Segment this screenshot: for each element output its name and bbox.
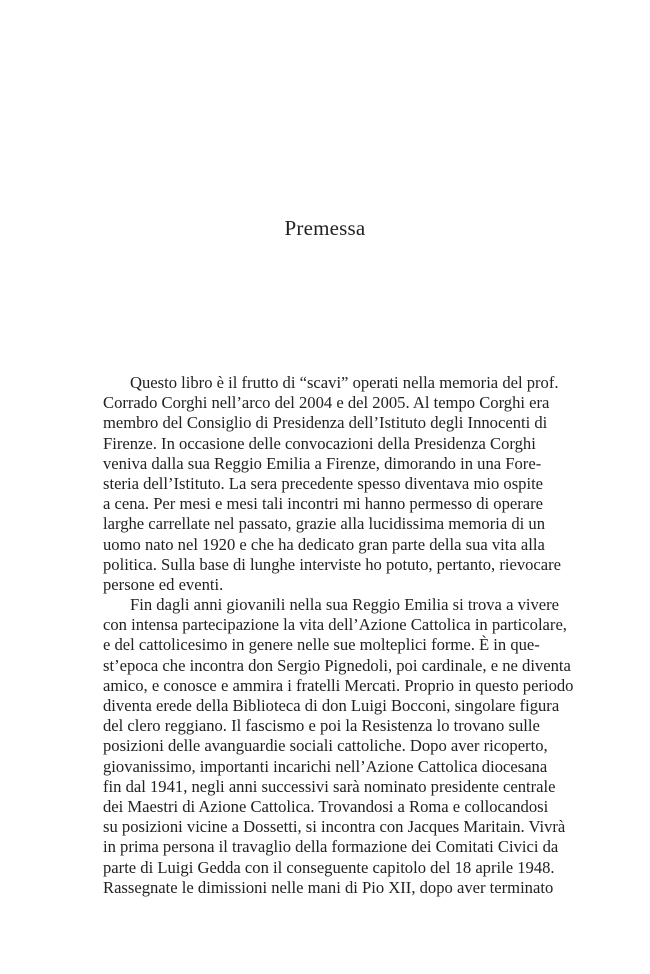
- text-line: uomo nato nel 1920 e che ha dedicato gran parte della sua vita alla: [103, 534, 545, 554]
- text-line: persone ed eventi.: [103, 574, 224, 594]
- text-line: amico, e conosce e ammira i fratelli Mercati. Proprio in questo periodo: [103, 675, 574, 695]
- text-line: Fin dagli anni giovanili nella sua Reggio Emilia si trova a vivere: [130, 595, 560, 615]
- text-line: Rassegnate le dimissioni nelle mani di Pio XII, dopo aver terminato: [103, 877, 554, 897]
- text-line: larghe carrellate nel passato, grazie alla lucidissima memoria di un: [103, 514, 546, 534]
- text-line: a cena. Per mesi e mesi tali incontri mi hanno permesso di operare: [103, 494, 544, 514]
- text-line: Firenze. In occasione delle convocazioni della Presidenza Corghi: [103, 433, 536, 453]
- text-line: su posizioni vicine a Dossetti, si incontra con Jacques Maritain. Vivrà: [103, 817, 566, 837]
- paragraph-1: [103, 373, 562, 595]
- text-line: diventa erede della Biblioteca di don Luigi Bocconi, singolare figura: [103, 696, 560, 715]
- text-line: politica. Sulla base di lunghe interviste ho potuto, pertanto, rievocare: [103, 554, 562, 574]
- text-line: giovanissimo, importanti incarichi nell’Azione Cattolica diocesana: [103, 756, 548, 776]
- text-line: con intensa partecipazione la vita dell’Azione Cattolica in particolare,: [103, 615, 567, 635]
- text-line: fin dal 1941, negli anni successivi sarà nominato presidente centrale: [103, 776, 556, 796]
- paragraph-2: [103, 595, 574, 898]
- text-line: Questo libro è il frutto di “scavi” operati nella memoria del prof.: [130, 373, 559, 392]
- body-text: [103, 373, 574, 898]
- text-line: e del cattolicesimo in genere nelle sue molteplici forme. È in que-: [103, 635, 540, 655]
- text-line: del clero reggiano. Il fascismo e poi la Resistenza lo trovano sulle: [103, 716, 540, 736]
- text-line: parte di Luigi Gedda con il conseguente capitolo del 18 aprile 1948.: [103, 857, 555, 877]
- text-line: in prima persona il travaglio della formazione dei Comitati Civici da: [103, 837, 559, 857]
- chapter-title: Premessa: [284, 216, 366, 240]
- text-line: posizioni delle avanguardie sociali cattoliche. Dopo aver ricoperto,: [103, 736, 548, 756]
- text-line: dei Maestri di Azione Cattolica. Trovandosi a Roma e collocandosi: [103, 796, 549, 816]
- text-line: st’epoca che incontra don Sergio Pignedoli, poi cardinale, e ne diventa: [103, 655, 571, 675]
- text-line: membro del Consiglio di Presidenza dell’Istituto degli Innocenti di: [103, 413, 548, 433]
- text-line: Corrado Corghi nell’arco del 2004 e del 2005. Al tempo Corghi era: [103, 393, 550, 413]
- text-line: veniva dalla sua Reggio Emilia a Firenze, dimorando in una Fore-: [103, 453, 542, 473]
- text-line: steria dell’Istituto. La sera precedente spesso diventava mio ospite: [103, 473, 544, 493]
